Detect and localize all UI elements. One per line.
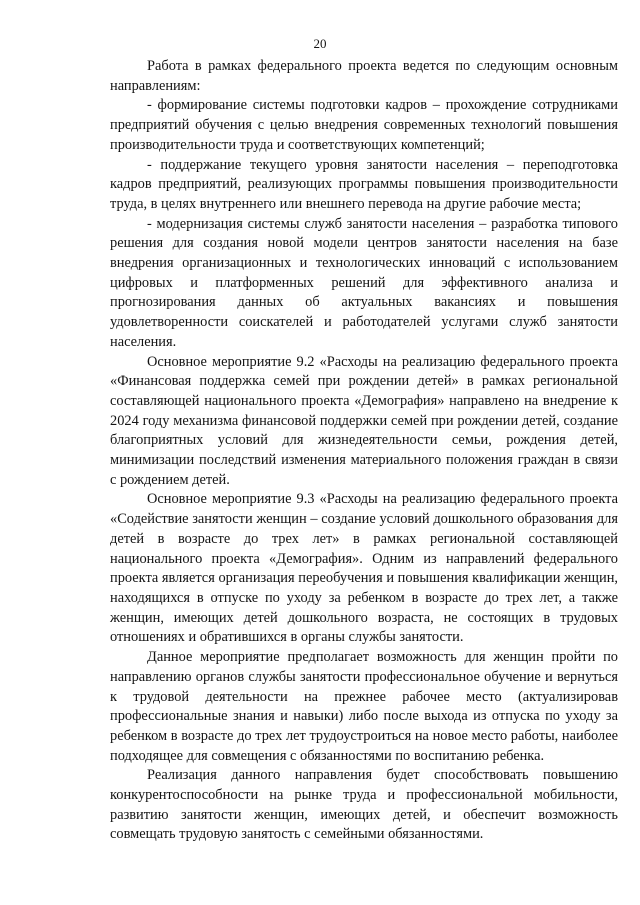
paragraph-outcome: Реализация данного направления будет способствовать повышению конкурентоспособности на рынке труда и профессиональной мобильности, развитию занятости женщин, имеющих детей, и обеспечит возможность совмещать трудовую занятость с семейными обязанностями.: [110, 767, 618, 843]
list-item-employment-service-modernization: - модернизация системы служб занятости населения – разработка типового решения для создания новой модели центров занятости населения на базе внедрения организационных и технологических инноваций с использованием цифровых и платформенных решений для эффективного анализа и прогнозирования данных об актуальных вакансиях и повышения удовлетворенности соискателей и работодателей услугами служб занятости населения.: [110, 215, 618, 350]
paragraph-measure-9-2: Основное мероприятие 9.2 «Расходы на реализацию федерального проекта «Финансовая поддержка семей при рождении детей» в рамках региональной составляющей национального проекта «Демография» направлено на внедрение к 2024 году механизма финансовой поддержки семей при рождении детей, создание благоприятных условий для жизнедеятельности семьи, рождения детей, минимизации последствий изменения материального положения граждан в связи с рождением детей.: [110, 353, 618, 488]
list-item-employment-support: - поддержание текущего уровня занятости населения – переподготовка кадров предприятий, реализующих программы повышения производительности труда, в целях внутреннего или внешнего перевода на другие рабочие места;: [110, 156, 618, 212]
paragraph-measure-9-3: Основное мероприятие 9.3 «Расходы на реализацию федерального проекта «Содействие занятости женщин – создание условий дошкольного образования для детей в возрасте до трех лет» в рамках региональной составляющей национального проекта «Демография». Одним из направлений федерального проекта является организация переобучения и повышения квалификации женщин, находящихся в отпуске по уходу за ребенком в возрасте до трех лет, а также женщин, имеющих детей дошкольного возраста, не состоящих в трудовых отношениях и обратившихся в органы службы занятости.: [110, 491, 618, 646]
intro-paragraph: Работа в рамках федерального проекта ведется по следующим основным направлениям:: [110, 58, 618, 94]
paragraph-women-training: Данное мероприятие предполагает возможность для женщин пройти по направлению органов службы занятости профессиональное обучение и вернуться к трудовой деятельности на прежнее рабочее место (актуализировав профессиональные знания и навыки) либо после выхода из отпуска по уходу за ребенком в возрасте до трех лет трудоустроиться на новое место работы, наиболее подходящее для совмещения с обязанностями по воспитанию ребенка.: [110, 649, 618, 764]
document-body: [110, 57, 618, 845]
list-item-personnel-training: - формирование системы подготовки кадров – прохождение сотрудниками предприятий обучения с целью внедрения современных технологий повышения производительности труда и соответствующих компетенций;: [110, 97, 618, 153]
page-number: 20: [313, 36, 327, 51]
